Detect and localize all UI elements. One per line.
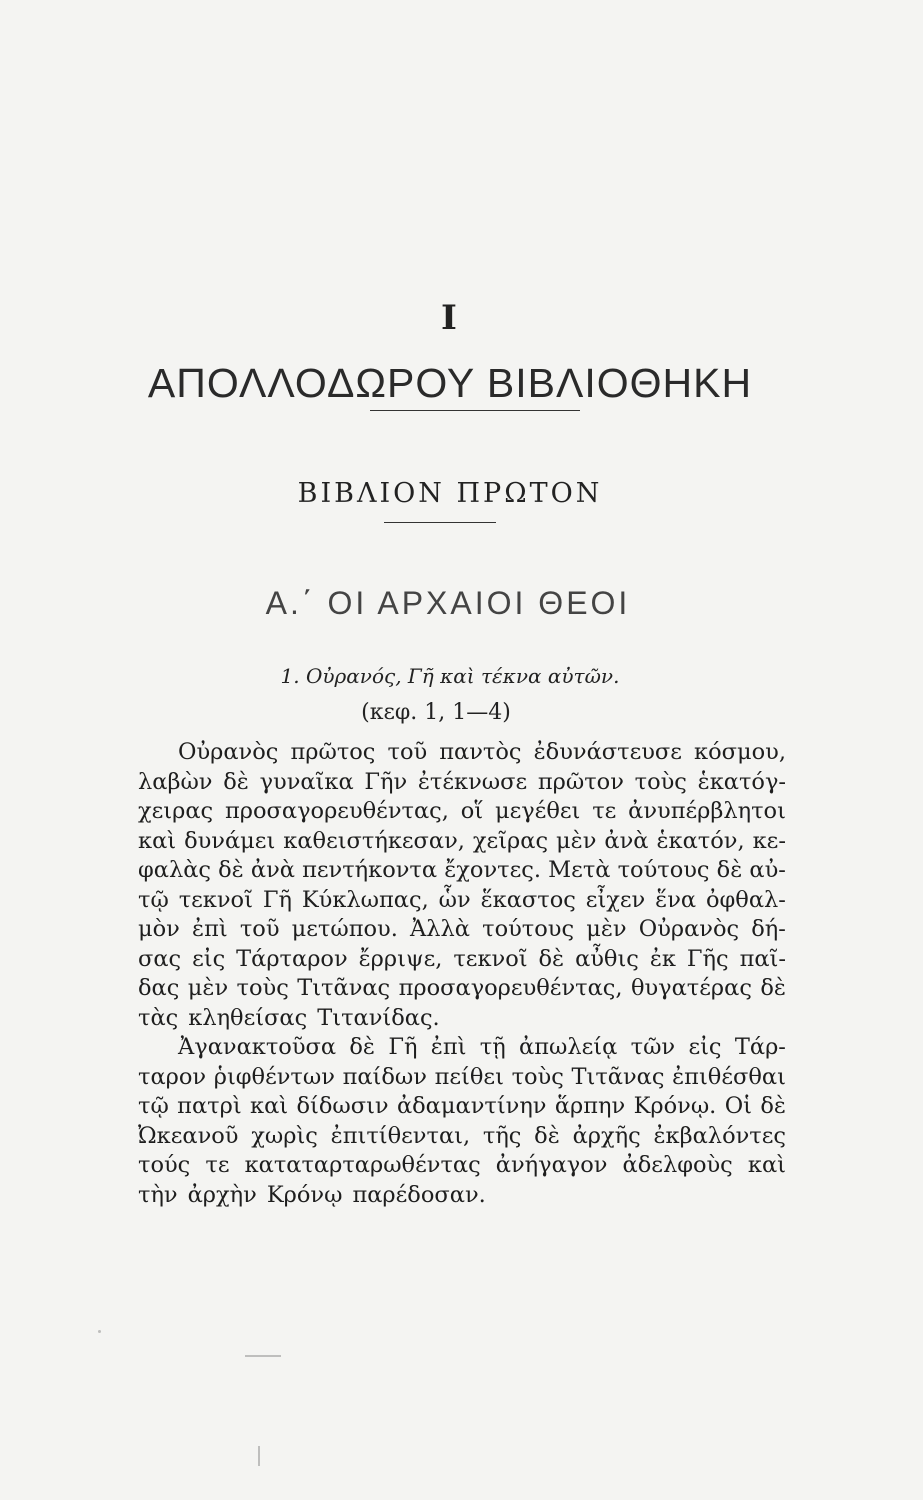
section-heading: 1. Οὐρανός, Γῆ καὶ τέκνα αὐτῶν. bbox=[280, 664, 620, 688]
text-line: Ὠκεανοῦ χωρὶς ἐπιτίθενται, τῆς δὲ ἀρχῆς ἐκβαλόντες bbox=[138, 1122, 786, 1149]
text-line: τούς τε καταταρταρωθέντας ἀνήγαγον ἀδελφοὺς καὶ bbox=[138, 1152, 786, 1178]
title-divider bbox=[370, 410, 580, 411]
scan-speck bbox=[245, 1355, 281, 1357]
chapter-reference: (κεφ. 1, 1—4) bbox=[361, 700, 511, 725]
scan-speck bbox=[258, 1446, 260, 1466]
text-line: δας μὲν τοὺς Τιτᾶνας προσαγορευθέντας, θυγατέρας δὲ bbox=[138, 975, 786, 1001]
text-line: λαβὼν δὲ γυναῖκα Γῆν ἐτέκνωσε πρῶτον τοὺς ἑκατόγ- bbox=[138, 768, 786, 795]
text-line: χειρας προσαγορευθέντας, οἵ μεγέθει τε ἀνυπέρβλητοι bbox=[138, 798, 786, 824]
text-line: τῷ πατρὶ καὶ δίδωσιν ἀδαμαντίνην ἅρπην Κρόνῳ. Οἱ δὲ bbox=[138, 1093, 786, 1119]
text-line: καὶ δυνάμει καθειστήκεσαν, χεῖρας μὲν ἀνὰ ἑκατόν, κε- bbox=[138, 827, 786, 854]
body-text bbox=[138, 738, 786, 1210]
text-line: σας εἰς Τάρταρον ἔρριψε, τεκνοῖ δὲ αὖθις ἐκ Γῆς παῖ- bbox=[138, 945, 786, 972]
text-line: Οὐρανὸς πρῶτος τοῦ παντὸς ἐδυνάστευσε κόσμου, bbox=[178, 739, 786, 765]
text-line: ταρον ῥιφθέντων παίδων πείθει τοὺς Τιτᾶνας ἐπιθέσθαι bbox=[138, 1063, 786, 1090]
text-line: τῷ τεκνοῖ Γῆ Κύκλωπας, ὧν ἕκαστος εἶχεν ἕνα ὀφθαλ- bbox=[138, 886, 786, 913]
text-line: τὰς κληθείσας Τιτανίδας. bbox=[138, 1004, 440, 1031]
work-title: ΑΠΟΛΛΟΔΩΡΟΥ ΒΙΒΛΙΟΘΗΚΗ bbox=[147, 360, 753, 406]
text-line: μὸν ἐπὶ τοῦ μετώπου. Ἀλλὰ τούτους μὲν Οὐρανὸς δή- bbox=[138, 916, 786, 942]
text-line: τὴν ἀρχὴν Κρόνῳ παρέδοσαν. bbox=[138, 1181, 486, 1208]
book-heading: ΒΙΒΛΙΟΝ ΠΡΩΤΟΝ bbox=[297, 478, 603, 509]
scan-speck bbox=[98, 1330, 101, 1333]
book-divider bbox=[384, 522, 496, 523]
text-line: Ἀγανακτοῦσα δὲ Γῆ ἐπὶ τῇ ἀπωλείᾳ τῶν εἰς Τάρ- bbox=[178, 1034, 786, 1060]
chapter-heading: Α.΄ ΟΙ ΑΡΧΑΙΟΙ ΘΕΟΙ bbox=[265, 585, 631, 621]
text-line: φαλὰς δὲ ἀνὰ πεντήκοντα ἔχοντες. Μετὰ τούτους δὲ αὐ- bbox=[138, 857, 786, 883]
part-numeral: I bbox=[441, 298, 459, 338]
